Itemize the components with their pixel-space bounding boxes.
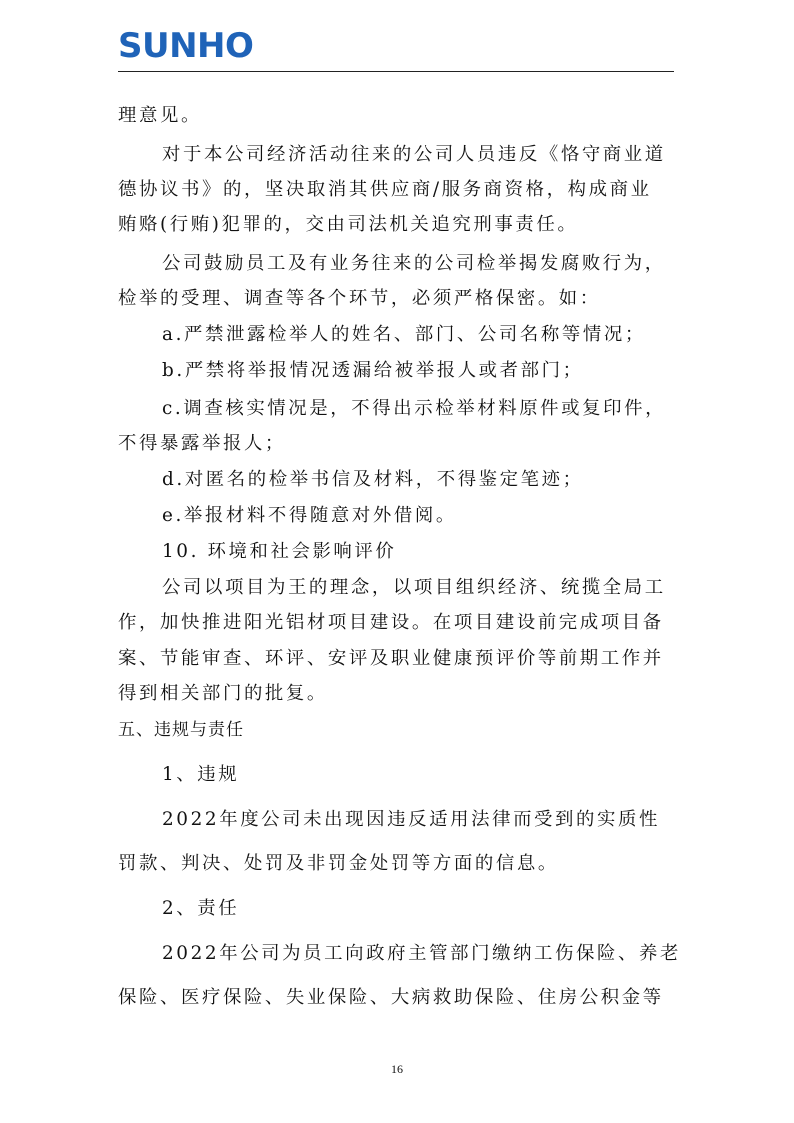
text-line: 作，加快推进阳光铝材项目建设。在项目建设前完成项目备 [118,612,664,633]
text-line: 德协议书》的，坚决取消其供应商/服务商资格，构成商业 [118,179,652,200]
text-line: 2022年度公司未出现因违反适用法律而受到的实质性 [162,809,661,830]
subsection-heading: 1、违规 [162,764,240,785]
text-line: 不得暴露举报人； [118,433,286,454]
text-line: 得到相关部门的批复。 [118,683,328,704]
header-divider [118,71,674,72]
list-item-c: c.调查核实情况是，不得出示检举材料原件或复印件， [162,398,667,419]
text-line: 公司以项目为王的理念，以项目组织经济、统揽全局工 [162,577,666,598]
list-item-d: d.对匿名的检举书信及材料，不得鉴定笔迹； [162,469,584,490]
text-line: 罚款、判决、处罚及非罚金处罚等方面的信息。 [118,853,559,874]
list-item-a: a.严禁泄露检举人的姓名、部门、公司名称等情况； [162,324,646,345]
text-line: 理意见。 [118,105,202,126]
text-line: 案、节能审查、环评、安评及职业健康预评价等前期工作并 [118,648,664,669]
text-line: 公司鼓励员工及有业务往来的公司检举揭发腐败行为， [162,253,666,274]
text-line: 贿赂(行贿)犯罪的，交由司法机关追究刑事责任。 [118,214,579,235]
subsection-heading: 2、责任 [162,898,240,919]
text-line: 对于本公司经济活动往来的公司人员违反《恪守商业道 [162,144,666,165]
chapter-heading: 五、违规与责任 [118,720,244,740]
text-line: 2022年公司为员工向政府主管部门缴纳工伤保险、养老 [162,943,681,964]
page-number: 16 [391,1062,403,1076]
section-heading: 10. 环境和社会影响评价 [162,541,397,562]
list-item-e: e.举报材料不得随意对外借阅。 [162,505,457,526]
text-line: 保险、医疗保险、失业保险、大病救助保险、住房公积金等 [118,987,664,1008]
page-header [0,0,794,80]
text-line: 检举的受理、调查等各个环节，必须严格保密。如： [118,288,601,309]
company-logo: SUNHO [118,26,254,66]
list-item-b: b.严禁将举报情况透漏给被举报人或者部门； [162,360,584,381]
